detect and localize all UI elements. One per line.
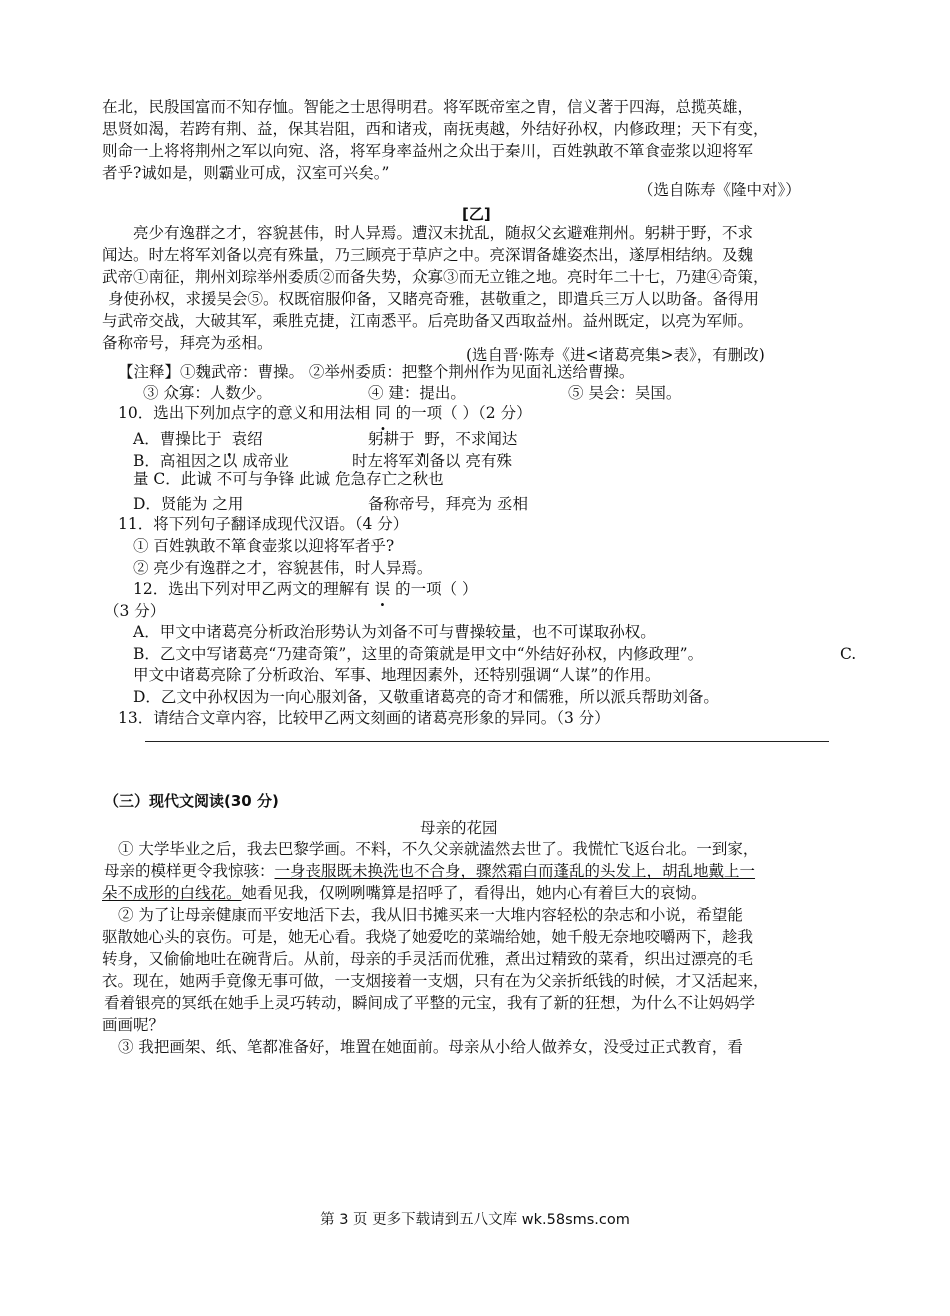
note-4: ④ 建：提出。 bbox=[368, 384, 466, 402]
jia-source: （选自陈寿《隆中对》） bbox=[638, 181, 801, 199]
article-p1-line-1: ① 大学毕业之后，我去巴黎学画。不料，不久父亲就溘然去世了。我慌忙飞返台北。一到家， bbox=[118, 840, 759, 858]
section3-heading: （三）现代文阅读(30 分) bbox=[104, 792, 279, 810]
q10-stem: 10．选出下列加点字的意义和用法相 同 的一项（ ）（2 分） bbox=[118, 404, 532, 422]
article-p2-line-6: 画画呢？ bbox=[102, 1016, 165, 1034]
q10-option-d-right: 备称帝号，拜亮为 丞相 bbox=[368, 495, 528, 513]
note-3: ③ 众寡：人数少。 bbox=[143, 384, 272, 402]
article-p2-line-2: 驱散她心头的哀伤。可是，她无心看。我烧了她爱吃的菜端给她，她千般无奈地咬嚼两下，趁我 bbox=[102, 928, 754, 946]
q10-option-a-right: 躬耕于 野，不求闻达 bbox=[368, 430, 518, 448]
q10-option-a-left: A．曹操比于 袁绍 bbox=[133, 430, 263, 448]
yi-line-5: 与武帝交战，大破其军，乘胜克捷，江南悉平。后亮助备又西取益州。益州既定，以亮为军师。 bbox=[102, 312, 754, 330]
q12-option-d: D．乙文中孙权因为一向心服刘备，又敬重诸葛亮的奇才和儒雅，所以派兵帮助刘备。 bbox=[133, 688, 719, 706]
article-title: 母亲的花园 bbox=[420, 819, 498, 837]
yi-source: (选自晋·陈寿《进<诸葛亮集>表》，有删改) bbox=[466, 346, 765, 364]
jia-line-2: 思贤如渴，若跨有荆、益，保其岩阻，西和诸戎，南抚夷越，外结好孙权，内修政理；天下有变， bbox=[102, 120, 769, 138]
q10-option-bc: 量 C．此诚 不可与争锋 此诚 危急存亡之秋也 bbox=[133, 470, 444, 488]
q12-option-b: B．乙文中写诸葛亮“乃建奇策”，这里的奇策就是甲文中“外结好孙权，内修政理”。 bbox=[133, 645, 704, 663]
article-p3-line-1: ③ 我把画架、纸、笔都准备好，堆置在她面前。母亲从小给人做养女，没受过正式教育，看 bbox=[118, 1038, 743, 1056]
yi-line-4: 身使孙权，求援吴会⑤。权既宿服仰备，又睹亮奇雅，甚敬重之，即遣兵三万人以助备。备得用 bbox=[108, 290, 760, 308]
q12-option-a: A．甲文中诸葛亮分析政治形势认为刘备不可与曹操较量，也不可谋取孙权。 bbox=[133, 623, 656, 641]
q10-dot-char: 同 bbox=[375, 404, 391, 422]
q11-stem: 11．将下列句子翻译成现代汉语。（4 分） bbox=[118, 515, 409, 533]
q11-sentence-2: ② 亮少有逸群之才，容貌甚伟，时人异焉。 bbox=[133, 559, 433, 577]
jia-line-3: 则命一上将将荆州之军以向宛、洛，将军身率益州之众出于秦川，百姓孰敢不箪食壶浆以迎将军 bbox=[102, 142, 754, 160]
notes-line-1: 【注释】①魏武帝：曹操。 ②举州委质：把整个荆州作为见面礼送给曹操。 bbox=[118, 363, 635, 381]
article-p1-line-2: 母亲的模样更令我惊骇：一身丧服既未换洗也不合身，骤然霜白而蓬乱的头发上，胡乱地戴上一 bbox=[104, 862, 756, 880]
article-p2-line-4: 衣。现在，她两手竟像无事可做，一支烟接着一支烟，只有在为父亲折纸钱的时候，才又活起来， bbox=[102, 972, 769, 990]
article-p2-line-3: 转身，又偷偷地吐在碗背后。从前，母亲的手灵活而优雅，煮出过精致的菜肴，织出过漂亮的毛 bbox=[102, 950, 754, 968]
q12-stem: 12．选出下列对甲乙两文的理解有 误 的一项（ ） bbox=[133, 580, 478, 598]
yi-line-1: 亮少有逸群之才，容貌甚伟，时人异焉。遭汉末扰乱，随叔父玄避难荆州。躬耕于野，不求 bbox=[133, 224, 754, 242]
q13-stem: 13．请结合文章内容，比较甲乙两文刻画的诸葛亮形象的异同。（3 分） bbox=[118, 709, 610, 727]
jia-line-1: 在北，民殷国富而不知存恤。智能之士思得明君。将军既帝室之胄，信义著于四海，总揽英雄， bbox=[102, 98, 754, 116]
q10-option-d-left: D．贤能为 之用 bbox=[133, 495, 244, 513]
page-footer: 第 3 页 更多下载请到五八文库 wk.58sms.com bbox=[320, 1212, 630, 1228]
article-p1-line-3: 朵不成形的白线花。她看见我，仅咧咧嘴算是招呼了，看得出，她内心有着巨大的哀恸。 bbox=[102, 884, 707, 902]
yi-line-6: 备称帝号，拜亮为丞相。 bbox=[102, 334, 273, 352]
jia-line-4: 者乎?诚如是，则霸业可成，汉室可兴矣。” bbox=[102, 164, 390, 182]
q12-score: （3 分） bbox=[104, 602, 166, 620]
q10-option-b-left: B．高祖因之以 成帝业 bbox=[133, 452, 289, 470]
article-p2-line-1: ② 为了让母亲健康而平安地活下去，我从旧书摊买来一大堆内容轻松的杂志和小说，希望能 bbox=[118, 906, 743, 924]
yi-line-3: 武帝①南征，荆州刘琮举州委质②而备失势，众寡③而无立锥之地。亮时年二十七，乃建④奇策， bbox=[102, 268, 769, 286]
yi-line-2: 闻达。时左将军刘备以亮有殊量，乃三顾亮于草庐之中。亮深谓备雄姿杰出，遂厚相结纳。及魏 bbox=[102, 246, 754, 264]
answer-line bbox=[145, 741, 829, 742]
note-5: ⑤ 吴会：吴国。 bbox=[568, 384, 682, 402]
q11-sentence-1: ① 百姓孰敢不箪食壶浆以迎将军者乎? bbox=[133, 537, 395, 555]
q12-option-c: 甲文中诸葛亮除了分析政治、军事、地理因素外，还特别强调“人谋”的作用。 bbox=[133, 666, 661, 684]
q12-option-c-label: C. bbox=[840, 645, 857, 663]
article-p2-line-5: 看着银亮的冥纸在她手上灵巧转动，瞬间成了平整的元宝，我有了新的狂想，为什么不让妈妈学 bbox=[104, 994, 756, 1012]
q10-option-b-right: 时左将军刘备以 亮有殊 bbox=[352, 452, 512, 470]
yi-heading: [乙] bbox=[462, 205, 491, 223]
